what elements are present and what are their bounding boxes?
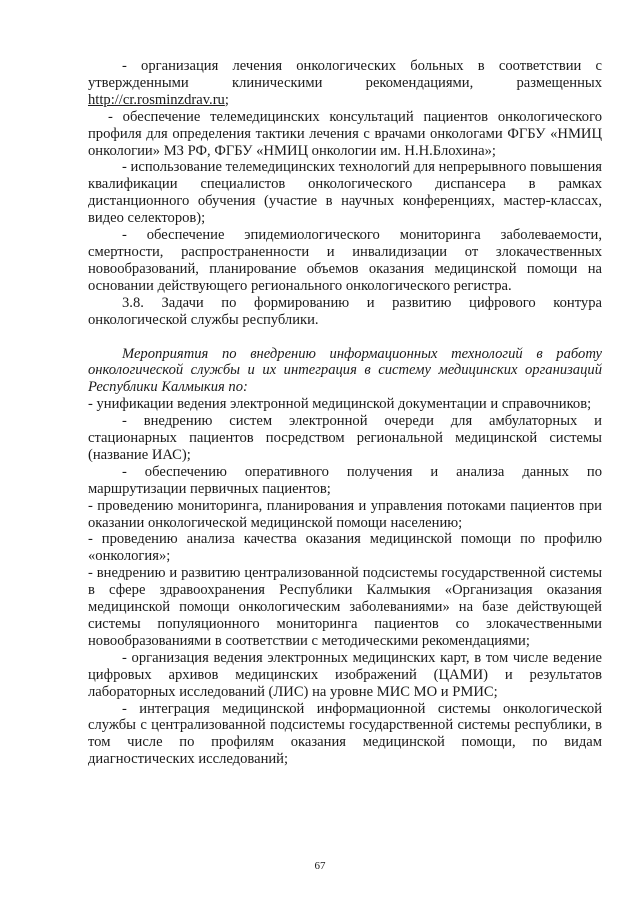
paragraph-telemedicine-training: - использование телемедицинских технологий для непрерывного повышения квалификации специалистов онкологического диспансера в рамках дистанционного обучения (участие в научных конференциях, мастер-классах, видео селекторов); <box>88 159 602 227</box>
spacer <box>88 329 602 346</box>
section-heading-3-8: 3.8. Задачи по формированию и развитию цифрового контура онкологической службы республики. <box>88 294 602 328</box>
list-item-electronic-records: - организация ведения электронных медицинских карт, в том числе ведение цифровых архивов медицинских изображений (ЦАМИ) и результатов лабораторных исследований (ЛИС) на уровне МИС МО и РМИС; <box>88 649 602 700</box>
list-item-mis-integration: - интеграция медицинской информационной системы онкологической службы с централизованной подсистемы государственной системы республики, в том числе по профилям оказания медицинской помощи, по видам диагностических исследований; <box>88 700 602 768</box>
document-page <box>88 58 602 768</box>
list-item-centralized-subsystem: - внедрению и развитию централизованной подсистемы государственной системы в сфере здравоохранения Республики Калмыкия «Организация оказания медицинской помощи онкологическим заболеваниями» на базе действующей системы популяционного мониторинга пациентов со злокачественными новообразованиями в соответствии с методическими рекомендациями; <box>88 565 602 649</box>
paragraph-text: - организация лечения онкологических больных в соответствии с утвержденными клиническими рекомендациями, размещенных <box>88 58 602 91</box>
paragraph-epidemiological-monitoring: - обеспечение эпидемиологического мониторинга заболеваемости, смертности, распространенности и инвалидизации от злокачественных новообразований, планирование объемов оказания медицинской помощи на основании действующего регионального онкологического регистра. <box>88 227 602 294</box>
page-number: 67 <box>314 860 326 872</box>
paragraph-oncology-treatment <box>88 58 602 109</box>
paragraph-text: ; <box>224 91 229 108</box>
list-item-unification: - унификации ведения электронной медицинской документации и справочников; <box>88 396 592 413</box>
list-item-electronic-queue: - внедрению систем электронной очереди для амбулаторных и стационарных пациентов посредством региональной медицинской системы (название ИАС); <box>88 413 602 463</box>
rosminzdrav-link[interactable]: http://cr.rosminzdrav.ru <box>88 91 225 108</box>
list-item-operational-data: - обеспечению оперативного получения и анализа данных по маршрутизации первичных пациентов; <box>88 463 602 497</box>
paragraph-telemedicine-consultations: - обеспечение телемедицинских консультаций пациентов онкологического профиля для определения тактики лечения с врачами онкологами ФГБУ «НМИЦ онкологии» МЗ РФ, ФГБУ «НМИЦ онкологии им. Н.Н.Блохина»; <box>88 108 602 159</box>
list-item-quality-analysis: - проведению анализа качества оказания медицинской помощи по профилю «онкология»; <box>88 531 602 565</box>
list-item-monitoring-flows: - проведению мониторинга, планирования и управления потоками пациентов при оказании онкологической медицинской помощи населению; <box>88 497 602 531</box>
paragraph-it-measures-intro: Мероприятия по внедрению информационных технологий в работу онкологической службы и их интеграция в систему медицинских организаций Республики Калмыкия по: <box>88 345 602 396</box>
